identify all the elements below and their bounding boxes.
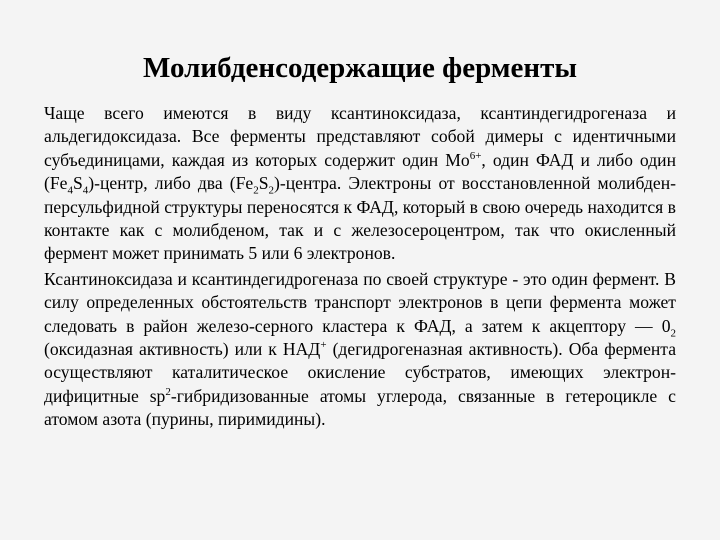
p1-sub-fe4: 4	[67, 184, 73, 197]
p1-text-5: S	[258, 173, 269, 194]
p1-text-6: )-центра. Электроны от восстановленной молибден-персульфидной структуры переносятся к ФАД, который в свою очередь находится в контакте как с молибденом, так и с железосероцентром, так что окисленный фермент может принимать 5 или 6 электронов.	[44, 173, 676, 264]
p2-sup-nad-plus: +	[320, 339, 327, 352]
p2-text-2: (оксидазная активность) или к НАД	[44, 339, 321, 360]
p1-sub-fe2: 2	[253, 184, 259, 197]
p1-text-1: Чаще всего имеются в виду ксантиноксидаза, ксантиндегидрогеназа и альдегидоксидаза. Все ферменты представляют собой димеры с идентичными субъединицами, каждая из которых содержит один Mo	[44, 103, 676, 170]
slide-body	[44, 102, 676, 432]
p1-text-2: , один ФАД и либо один (Fe	[44, 149, 676, 194]
p1-sub-s2: 2	[268, 184, 274, 197]
p1-text-3: S	[72, 173, 83, 194]
slide-title: Молибденсодержащие ферменты	[142, 52, 577, 84]
p1-sup-mo-charge: 6+	[469, 149, 482, 162]
p2-sub-o2: 2	[670, 327, 676, 340]
p2-sup-sp2: 2	[165, 386, 171, 399]
p1-sub-s4: 4	[82, 184, 89, 197]
paragraph-2	[44, 268, 676, 432]
p2-text-1: Ксантиноксидаза и ксантиндегидрогеназа по своей структуре - это один фермент. В силу определенных обстоятельств транспорт электронов в цепи фермента может следовать в район железо-серного кластера к ФАД, а затем к акцептору — 0	[44, 268, 676, 336]
p1-text-4: )-центр, либо два (Fe	[88, 173, 254, 194]
p2-text-4: -гибридизованные атомы углерода, связанные в гетероцикле с атомом азота (пурины, пиримидины).	[44, 385, 676, 430]
paragraph-1	[44, 102, 676, 266]
p2-text-3: (дегидрогеназная активность). Оба фермента осуществляют каталитическое окисление субстратов, имеющих электрон-дифицитные sp	[44, 339, 677, 406]
